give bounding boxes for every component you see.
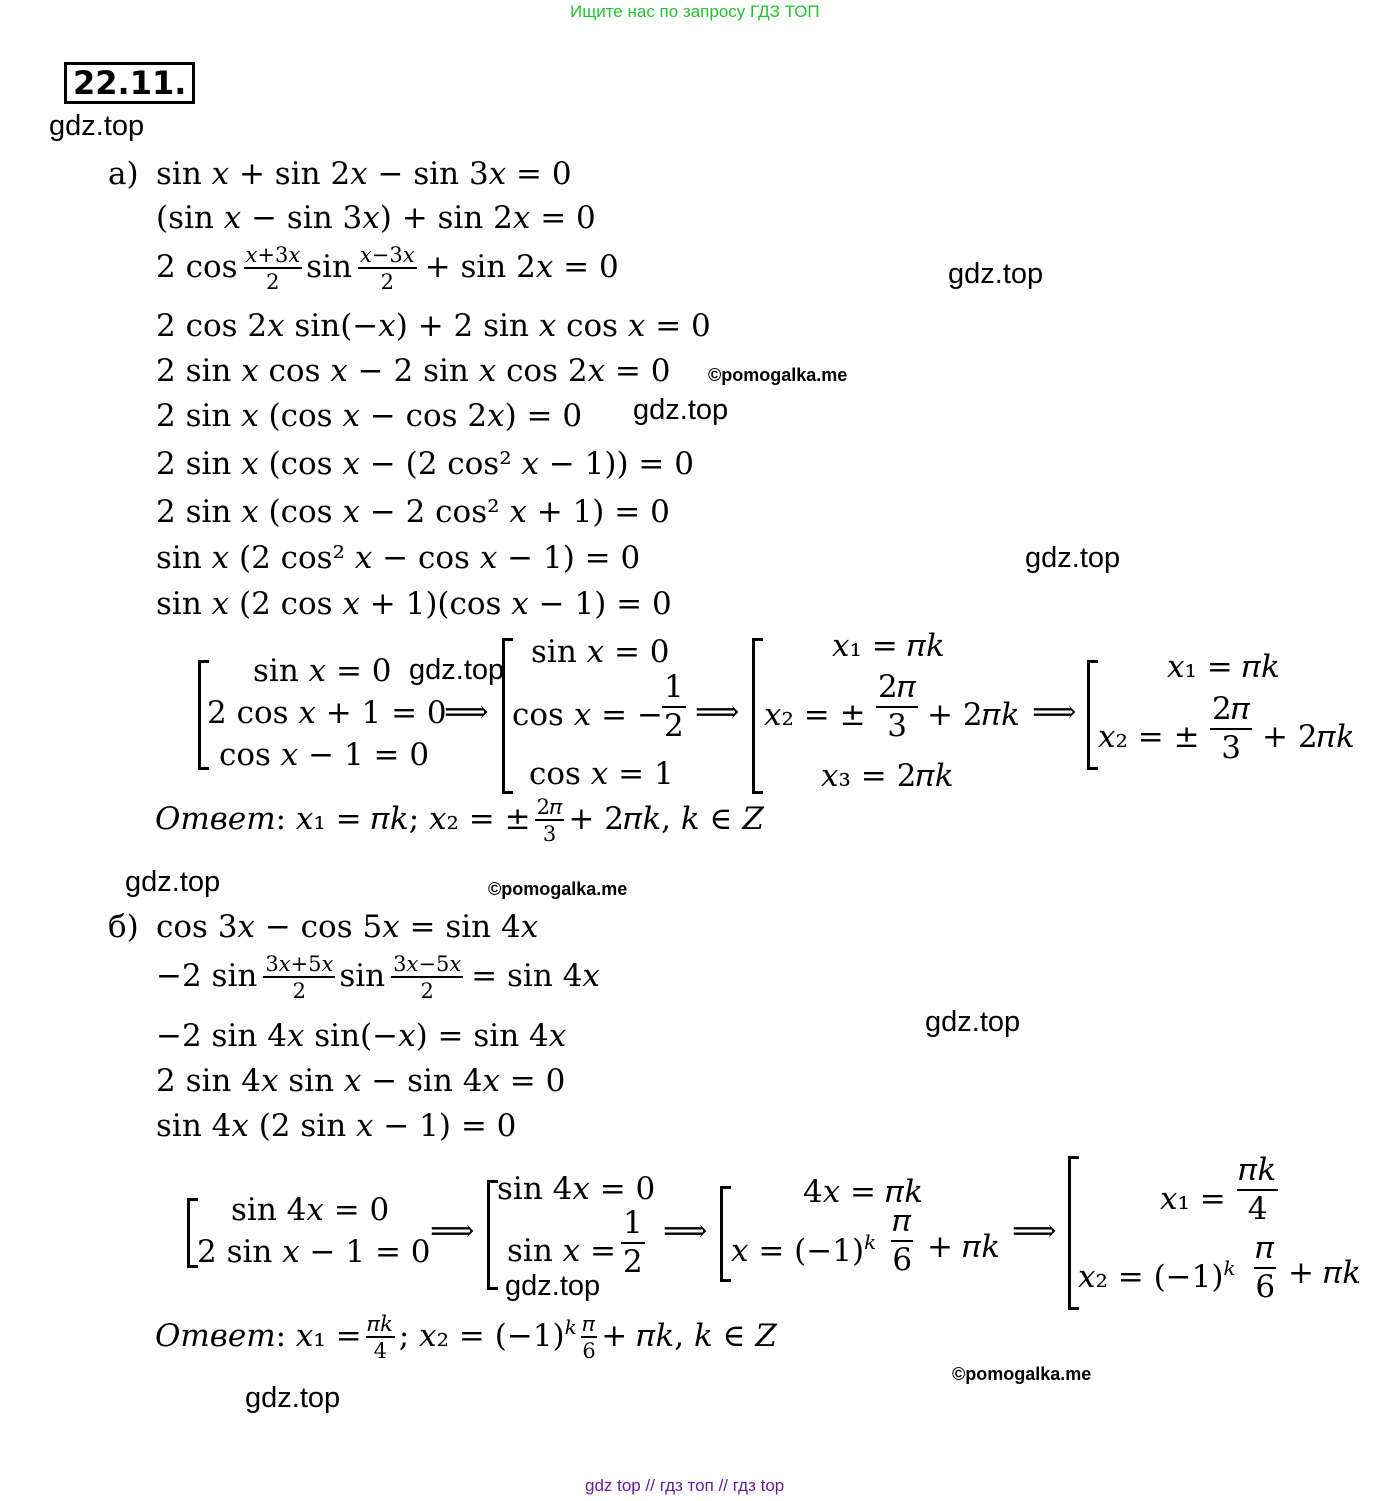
denominator: 4 bbox=[373, 1339, 387, 1364]
copyright-watermark: ©pomogalka.me bbox=[488, 879, 628, 899]
equation-line: 2 sin 𝑥 (cos 𝑥 − (2 cos² 𝑥 − 1)) = 0 bbox=[156, 446, 694, 482]
denominator: 2 bbox=[420, 979, 434, 1004]
fraction bbox=[244, 244, 303, 293]
equation-line: 2 sin 𝑥 (cos 𝑥 − 2 cos² 𝑥 + 1) = 0 bbox=[156, 494, 670, 530]
term: = sin 4𝑥 bbox=[471, 958, 600, 995]
numerator: 1 bbox=[621, 1207, 645, 1244]
fraction bbox=[1254, 1232, 1276, 1303]
equation-line: 2 cos 2𝑥 sin(−𝑥) + 2 sin 𝑥 cos 𝑥 = 0 bbox=[156, 308, 711, 344]
equation-line: cos 3𝑥 − cos 5𝑥 = sin 4𝑥 bbox=[156, 909, 539, 945]
denominator: 2 bbox=[380, 270, 394, 295]
exponent: 𝑘 bbox=[864, 1230, 877, 1254]
denominator: 2 bbox=[292, 979, 307, 1004]
system-line: sin 𝑥 = bbox=[507, 1233, 616, 1269]
system-line: + 𝜋𝑘 bbox=[1288, 1255, 1362, 1291]
fraction bbox=[358, 244, 417, 293]
footer-link[interactable]: gdz top bbox=[585, 1476, 641, 1495]
footer-link[interactable]: гдз top bbox=[732, 1476, 785, 1495]
implies-arrow: ⟹ bbox=[1012, 1213, 1057, 1249]
watermark: gdz.top bbox=[409, 654, 505, 686]
watermark: gdz.top bbox=[245, 1382, 341, 1414]
answer-text: : 𝑥₁ = bbox=[275, 1318, 362, 1355]
answer-text: + 2𝜋𝑘, 𝑘 ∈ 𝑍 bbox=[568, 801, 764, 838]
denominator: 6 bbox=[582, 1339, 596, 1364]
denominator: 3 bbox=[1221, 729, 1241, 766]
term: + sin 2𝑥 = 0 bbox=[424, 249, 619, 286]
fraction bbox=[891, 1205, 913, 1276]
numerator: 𝜋𝑘 bbox=[366, 1313, 395, 1338]
footer-separator: // bbox=[645, 1476, 655, 1495]
system-line: 𝑥₁ = 𝜋𝑘 bbox=[1167, 649, 1280, 685]
exponent: 𝑘 bbox=[564, 1315, 577, 1340]
fraction bbox=[876, 671, 918, 742]
fraction bbox=[581, 1313, 597, 1362]
denominator: 3 bbox=[542, 822, 557, 847]
numerator: 𝜋 bbox=[891, 1205, 913, 1242]
numerator: 3𝑥−5𝑥 bbox=[391, 953, 463, 978]
system-line: 𝑥₁ = bbox=[1160, 1181, 1226, 1217]
equation-line: sin 4𝑥 (2 sin 𝑥 − 1) = 0 bbox=[156, 1108, 517, 1144]
copyright-watermark: ©pomogalka.me bbox=[708, 365, 848, 385]
implies-arrow: ⟹ bbox=[444, 694, 489, 730]
numerator: 2𝜋 bbox=[1210, 693, 1252, 730]
system-line: 𝑥₂ = ± bbox=[764, 697, 866, 733]
system-line: sin 𝑥 = 0 bbox=[531, 634, 670, 670]
system-line: + 2𝜋𝑘 bbox=[927, 697, 1020, 733]
collection-bracket bbox=[752, 638, 763, 794]
collection-bracket bbox=[1087, 660, 1098, 770]
numerator: 𝑥+3𝑥 bbox=[244, 244, 303, 269]
term: sin bbox=[339, 958, 386, 995]
footer-link[interactable]: гдз топ bbox=[659, 1476, 714, 1495]
problem-number: 22.11. bbox=[64, 62, 195, 104]
numerator: 1 bbox=[662, 671, 686, 708]
system-line bbox=[1078, 1258, 1236, 1293]
term: −2 sin bbox=[156, 958, 258, 995]
watermark: gdz.top bbox=[948, 258, 1044, 290]
system-line: sin 𝑥 = 0 bbox=[253, 653, 392, 689]
denominator: 6 bbox=[1255, 1268, 1276, 1305]
implies-arrow: ⟹ bbox=[695, 694, 740, 730]
system-line: 𝑥₃ = 2𝜋𝑘 bbox=[821, 758, 954, 794]
equation-line: 2 sin 𝑥 (cos 𝑥 − cos 2𝑥) = 0 bbox=[156, 398, 583, 434]
term: 𝑥₂ = (−1) bbox=[1078, 1259, 1224, 1295]
answer-b bbox=[155, 1313, 777, 1362]
collection-bracket bbox=[720, 1186, 731, 1282]
watermark: gdz.top bbox=[505, 1270, 601, 1302]
watermark: gdz.top bbox=[1025, 542, 1121, 574]
answer-text: ; 𝑥₂ = (−1) bbox=[398, 1318, 565, 1355]
term: sin bbox=[306, 249, 352, 286]
footer-links bbox=[585, 1476, 784, 1496]
system-line: + 𝜋𝑘 bbox=[927, 1229, 1001, 1265]
fraction bbox=[1237, 1154, 1278, 1225]
equation-line: sin 𝑥 + sin 2𝑥 − sin 3𝑥 = 0 bbox=[156, 156, 572, 192]
equation-line bbox=[156, 244, 619, 293]
numerator: 𝜋𝑘 bbox=[1237, 1154, 1278, 1191]
system-line bbox=[731, 1232, 876, 1267]
equation-line: sin 𝑥 (2 cos 𝑥 + 1)(cos 𝑥 − 1) = 0 bbox=[156, 586, 672, 622]
denominator: 3 bbox=[887, 707, 907, 744]
answer-text: + 𝜋𝑘, 𝑘 ∈ 𝑍 bbox=[601, 1318, 777, 1355]
system-line: 2 sin 𝑥 − 1 = 0 bbox=[197, 1234, 431, 1270]
part-b-label: б) bbox=[108, 909, 139, 945]
fraction bbox=[263, 953, 335, 1002]
implies-arrow: ⟹ bbox=[663, 1213, 708, 1249]
system-line: 𝑥₂ = ± bbox=[1098, 719, 1200, 755]
denominator: 2 bbox=[266, 270, 280, 295]
equation-line: sin 𝑥 (2 cos² 𝑥 − cos 𝑥 − 1) = 0 bbox=[156, 540, 641, 576]
watermark: gdz.top bbox=[633, 394, 729, 426]
numerator: 3𝑥+5𝑥 bbox=[263, 953, 335, 978]
denominator: 2 bbox=[623, 1243, 643, 1280]
denominator: 6 bbox=[892, 1241, 913, 1278]
system-line: cos 𝑥 = 1 bbox=[529, 756, 674, 792]
system-line: + 2𝜋𝑘 bbox=[1262, 719, 1355, 755]
part-a-label: а) bbox=[108, 156, 139, 192]
fraction bbox=[1210, 693, 1252, 764]
equation-line: 2 sin 𝑥 cos 𝑥 − 2 sin 𝑥 cos 2𝑥 = 0 bbox=[156, 353, 671, 389]
fraction bbox=[535, 796, 565, 845]
numerator: 2𝜋 bbox=[535, 796, 565, 821]
answer-text: : 𝑥₁ = 𝜋𝑘; 𝑥₂ = ± bbox=[275, 801, 531, 838]
equation-line: 2 sin 4𝑥 sin 𝑥 − sin 4𝑥 = 0 bbox=[156, 1063, 566, 1099]
fraction bbox=[662, 671, 686, 742]
equation-line bbox=[156, 953, 600, 1002]
watermark: gdz.top bbox=[925, 1006, 1021, 1038]
numerator: 𝜋 bbox=[581, 1313, 597, 1338]
system-line: 𝑥₁ = 𝜋𝑘 bbox=[832, 628, 945, 664]
implies-arrow: ⟹ bbox=[430, 1213, 475, 1249]
system-line: cos 𝑥 − 1 = 0 bbox=[219, 737, 430, 773]
term: 2 cos bbox=[156, 249, 238, 286]
numerator: 2𝜋 bbox=[876, 671, 918, 708]
fraction bbox=[621, 1207, 645, 1278]
term: 𝑥 = (−1) bbox=[731, 1233, 865, 1269]
equation-line: (sin 𝑥 − sin 3𝑥) + sin 2𝑥 = 0 bbox=[156, 200, 596, 236]
watermark: gdz.top bbox=[49, 110, 145, 142]
system-line: cos 𝑥 = − bbox=[512, 697, 663, 733]
answer-label: Ответ bbox=[155, 801, 276, 838]
system-line: 4𝑥 = 𝜋𝑘 bbox=[803, 1174, 924, 1210]
copyright-watermark: ©pomogalka.me bbox=[952, 1364, 1092, 1384]
exponent: 𝑘 bbox=[1223, 1256, 1236, 1280]
system-line: sin 4𝑥 = 0 bbox=[231, 1192, 390, 1228]
watermark: gdz.top bbox=[125, 866, 221, 898]
top-banner[interactable]: Ищите нас по запросу ГДЗ ТОП bbox=[570, 2, 820, 21]
equation-line: −2 sin 4𝑥 sin(−𝑥) = sin 4𝑥 bbox=[156, 1018, 567, 1054]
numerator: 𝑥−3𝑥 bbox=[358, 244, 417, 269]
answer-label: Ответ bbox=[155, 1318, 276, 1355]
numerator: 𝜋 bbox=[1254, 1232, 1276, 1269]
fraction bbox=[366, 1313, 395, 1362]
system-line: sin 4𝑥 = 0 bbox=[497, 1171, 656, 1207]
answer-a bbox=[155, 796, 764, 845]
denominator: 2 bbox=[664, 707, 684, 744]
implies-arrow: ⟹ bbox=[1032, 694, 1077, 730]
denominator: 4 bbox=[1247, 1190, 1268, 1227]
fraction bbox=[391, 953, 463, 1002]
system-line: 2 cos 𝑥 + 1 = 0 bbox=[207, 695, 447, 731]
footer-separator: // bbox=[718, 1476, 729, 1495]
